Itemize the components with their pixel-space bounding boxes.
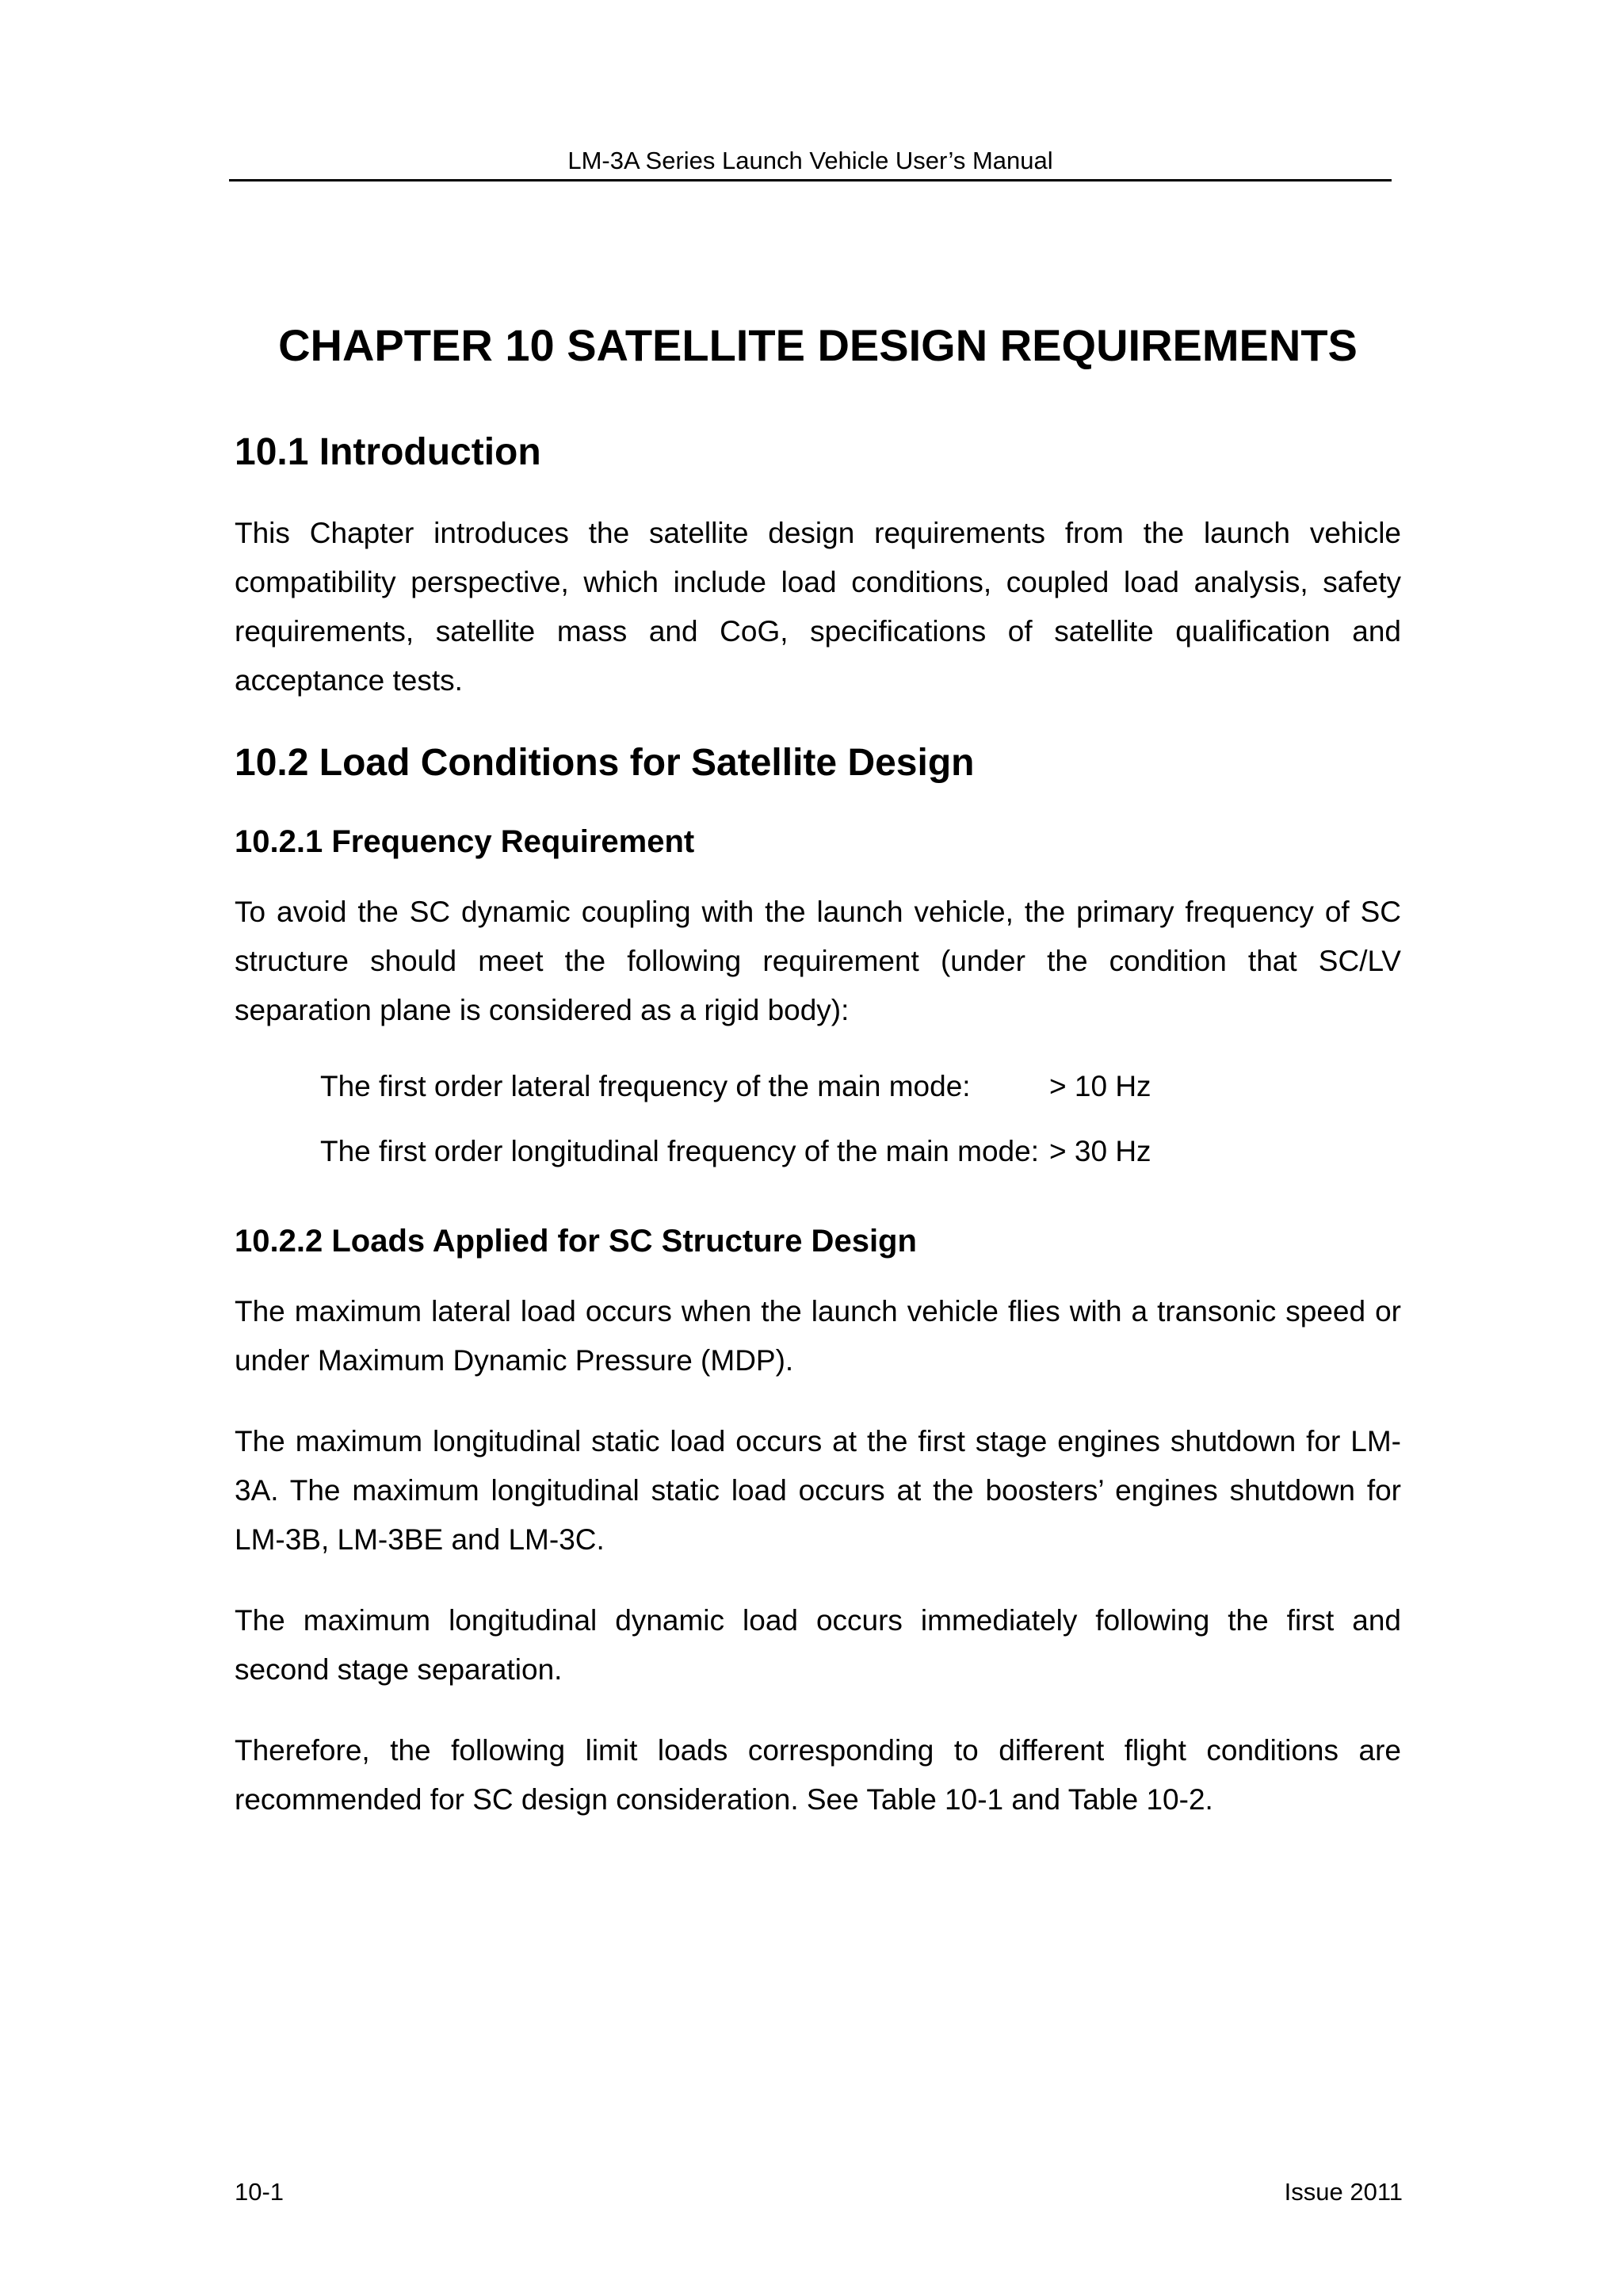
subsection-heading-structure-loads: 10.2.2 Loads Applied for SC Structure Design [235,1224,917,1259]
section-heading-load-conditions: 10.2 Load Conditions for Satellite Design [235,742,975,784]
frequency-paragraph: To avoid the SC dynamic coupling with the launch vehicle, the primary frequency of SC structure should meet the following requirement (under the condition that SC/LV separation plane is considered as a rigid body): [235,896,1401,1026]
issue-label: Issue 2011 [1284,2178,1403,2206]
structure-paragraph: Therefore, the following limit loads corresponding to different flight conditions are recommended for SC design consideration. See Table 10-1 and Table 10-2. [235,1734,1401,1816]
chapter-title: CHAPTER 10 SATELLITE DESIGN REQUIREMENTS [278,320,1358,370]
requirement-row-longitudinal [320,1119,1401,1184]
subsection-heading-frequency: 10.2.1 Frequency Requirement [235,824,695,859]
requirement-label: The first order longitudinal frequency of the main mode: [320,1135,1039,1167]
running-header: LM-3A Series Launch Vehicle User’s Manual [567,147,1053,174]
structure-paragraph: The maximum lateral load occurs when the launch vehicle flies with a transonic speed or under Maximum Dynamic Pressure (MDP). [235,1295,1401,1377]
section-heading-introduction: 10.1 Introduction [235,431,541,473]
requirement-row-lateral [320,1054,1401,1119]
header-divider [229,179,1392,181]
requirement-label: The first order lateral frequency of the main mode: [320,1070,971,1102]
page-body [235,314,1401,1856]
page-number: 10-1 [235,2178,285,2206]
frequency-requirement-list [320,1054,1401,1184]
requirement-value: > 30 Hz [1049,1135,1151,1167]
structure-paragraph: The maximum longitudinal static load occurs at the first stage engines shutdown for LM-3A. The maximum longitudinal static load occurs at the boosters’ engines shutdown for LM-3B, LM-3BE and LM-3C. [235,1425,1401,1556]
structure-paragraph: The maximum longitudinal dynamic load occurs immediately following the first and second stage separation. [235,1604,1401,1686]
introduction-paragraph: This Chapter introduces the satellite design requirements from the launch vehicle compatibility perspective, which include load conditions, coupled load analysis, safety requirements, satellite mass and CoG, specifications of satellite qualification and acceptance tests. [235,517,1401,697]
requirement-value: > 10 Hz [1049,1070,1151,1102]
